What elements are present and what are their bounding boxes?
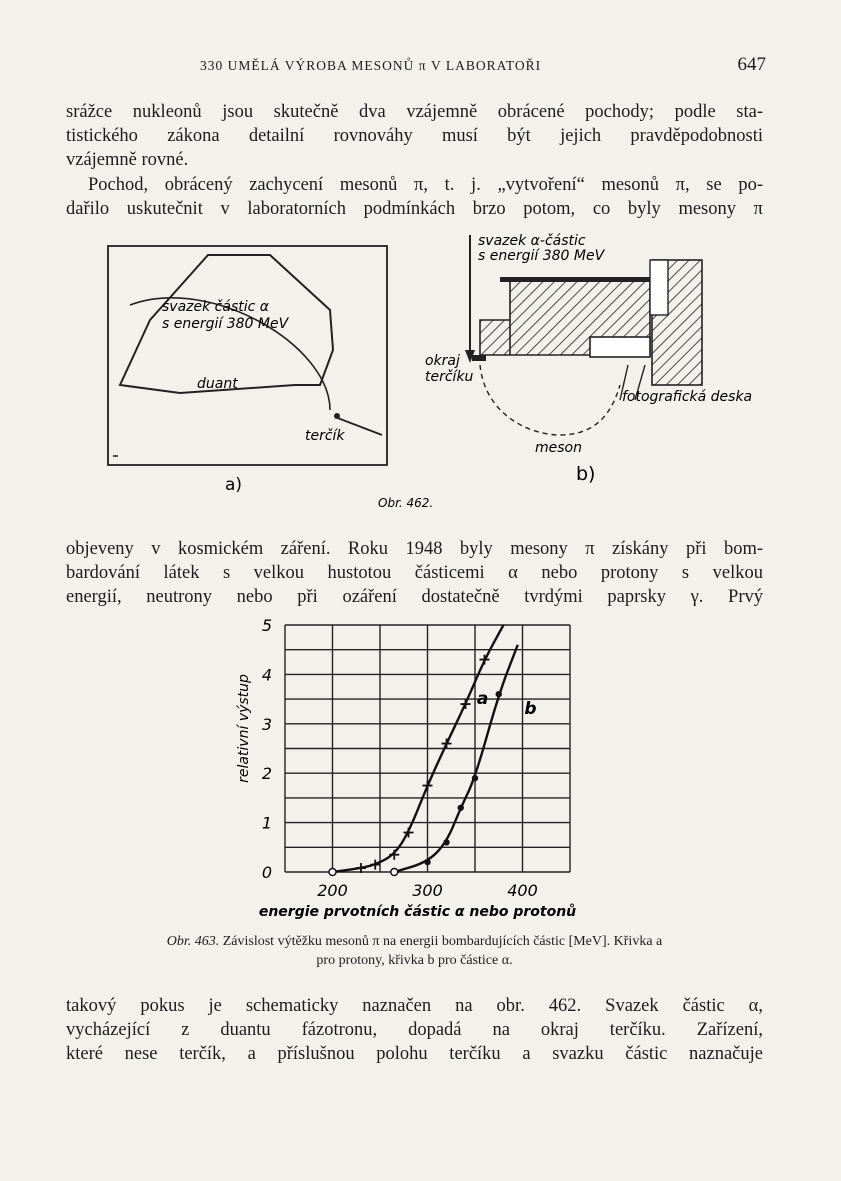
beam-label-b-1: svazek α-částic bbox=[478, 233, 586, 249]
page-number: 647 bbox=[737, 54, 766, 75]
meson-trajectory bbox=[480, 365, 620, 435]
panel-letter-b: b) bbox=[576, 463, 596, 485]
target-edge bbox=[472, 355, 486, 361]
target-dot bbox=[334, 413, 340, 419]
running-header bbox=[66, 54, 766, 82]
data-point-b bbox=[458, 805, 464, 811]
y-tick-label: 0 bbox=[261, 863, 273, 882]
data-point-a bbox=[442, 739, 452, 749]
series-start-a bbox=[329, 869, 336, 876]
figure-462-panel-a bbox=[108, 246, 387, 495]
support-cap bbox=[650, 260, 668, 315]
y-tick-label: 2 bbox=[261, 764, 273, 784]
duant-label: duant bbox=[197, 376, 238, 392]
series-start-b bbox=[391, 869, 398, 876]
x-axis-label: energie prvotních částic α nebo protonů bbox=[258, 904, 577, 920]
text-line: dařilo uskutečnit v laboratorních podmínkách brzo potom, co byly mesony π bbox=[66, 199, 763, 219]
figure-462-panel-b bbox=[425, 233, 752, 485]
photographic-plate bbox=[590, 337, 650, 357]
text-line: energií, neutrony nebo při ozáření dostatečně tvrdými paprsky γ. Prvý bbox=[66, 587, 763, 607]
edge-label-2: terčíku bbox=[425, 369, 474, 385]
y-tick-label: 3 bbox=[261, 714, 273, 734]
data-point-b bbox=[443, 839, 449, 845]
beam-label-b-2: s energií 380 MeV bbox=[478, 248, 605, 264]
series-label-a: a bbox=[476, 689, 489, 710]
figure-463-caption bbox=[66, 932, 763, 970]
paragraph-1 bbox=[66, 100, 763, 172]
series-label-b: b bbox=[524, 698, 537, 719]
data-point-b bbox=[496, 691, 502, 697]
holder-top bbox=[500, 277, 655, 282]
y-axis-label: relativní výstup bbox=[236, 674, 252, 783]
running-title: 330 UMĚLÁ VÝROBA MESONŮ π V LABORATOŘI bbox=[200, 58, 542, 73]
y-tick-label: 1 bbox=[261, 813, 273, 833]
x-tick-label: 300 bbox=[412, 881, 443, 900]
y-tick-label: 5 bbox=[261, 616, 273, 635]
caption-line-1 bbox=[66, 932, 763, 951]
text-line: takový pokus je schematicky naznačen na obr. 462. Svazek částic α, bbox=[66, 996, 763, 1016]
data-point-a bbox=[370, 860, 380, 870]
edge-label-1: okraj bbox=[425, 353, 460, 369]
text-line: vycházející z duantu fázotronu, dopadá na okraj terčíku. Zařízení, bbox=[66, 1020, 763, 1040]
paragraph-2 bbox=[66, 173, 763, 221]
text-line: tistického zákona detailní rovnováhy musí být jejich pravděpodobnosti bbox=[66, 126, 763, 146]
text-line: Pochod, obrácený zachycení mesonů π, t. j. „vytvoření“ mesonů π, se po- bbox=[88, 175, 763, 195]
text-line: objeveny v kosmickém záření. Roku 1948 byly mesony π získány při bom- bbox=[66, 539, 763, 559]
text-line: srážce nukleonů jsou skutečně dva vzájemně obrácené pochody; podle sta- bbox=[66, 102, 763, 122]
target-label-a: terčík bbox=[305, 428, 345, 444]
data-point-a bbox=[423, 781, 433, 791]
data-point-a bbox=[389, 850, 399, 860]
x-tick-label: 400 bbox=[507, 881, 538, 900]
x-tick-label: 200 bbox=[317, 881, 348, 900]
beam-label-a-2: s energií 380 MeV bbox=[162, 316, 289, 332]
caption-line-2: pro protony, křivka b pro částice α. bbox=[316, 953, 513, 968]
figure-462-caption: Obr. 462. bbox=[378, 496, 434, 510]
caption-number: Obr. 463. bbox=[166, 934, 220, 949]
series-line-b bbox=[394, 645, 518, 872]
paragraph-3 bbox=[66, 537, 763, 609]
text-line: které nese terčík, a příslušnou polohu terčíku a svazku částic naznačuje bbox=[66, 1044, 763, 1064]
paragraph-4 bbox=[66, 994, 763, 1066]
panel-a-frame bbox=[108, 246, 387, 465]
figure-462 bbox=[90, 225, 770, 515]
data-point-b bbox=[472, 775, 478, 781]
text-line: bardování látek s velkou hustotou částicemi α nebo protony s velkou bbox=[66, 563, 763, 583]
beam-label-a-1: svazek částic α bbox=[162, 299, 270, 315]
text-line: vzájemně rovné. bbox=[66, 150, 189, 170]
meson-label: meson bbox=[535, 440, 582, 456]
data-point-b bbox=[424, 859, 430, 865]
figure-463-chart bbox=[230, 610, 610, 930]
plate-label: fotografická deska bbox=[622, 389, 753, 405]
y-tick-label: 4 bbox=[261, 665, 273, 685]
panel-letter-a: a) bbox=[225, 475, 243, 495]
data-point-a bbox=[461, 699, 471, 709]
caption-text-1: Závislost výtěžku mesonů π na energii bombardujících částic [MeV]. Křivka a bbox=[222, 934, 663, 949]
